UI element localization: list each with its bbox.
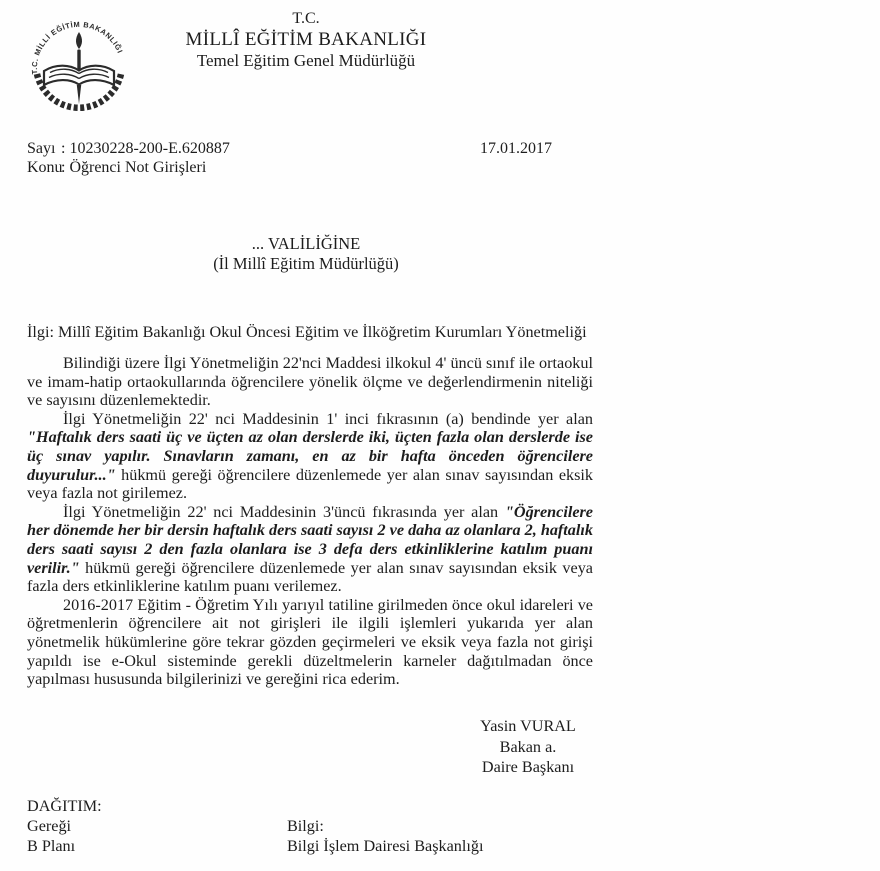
distribution-bilgi-item: Bilgi İşlem Dairesi Başkanlığı	[287, 837, 484, 855]
signature-role: Daire Başkanı	[481, 758, 575, 776]
addressee-block	[0, 234, 612, 274]
letter-body	[27, 354, 593, 689]
distribution-spacer	[287, 796, 483, 816]
body-paragraph-3	[27, 503, 593, 596]
logo-circle-text: T.C. MİLLİ EĞİTİM BAKANLIĞI	[29, 19, 125, 75]
sayi-label: Sayı	[27, 140, 56, 157]
paragraph-text: hükmü gereği öğrencilere düzenlemede yer alan sınav sayısından eksik veya fazla ders etkinliklerine katılım puanı verilemez.	[27, 558, 593, 596]
body-paragraph-1	[27, 354, 593, 410]
distribution-bilgi-label: Bilgi:	[287, 817, 324, 835]
sayi-row	[27, 140, 230, 159]
letterhead	[0, 8, 612, 71]
addressee-title: ... VALİLİĞİNE	[251, 234, 361, 253]
paragraph-text: Bilindiği üzere İlgi Yönetmeliğin 22'nci Maddesi ilkokul 4' üncü sınıf ile ortaokul ve imam-hatip ortaokullarında öğrencilere yönelik ölçme ve değerlendirmenin niteliği ve sayısını düzenlemektedir.	[27, 354, 593, 410]
paragraph-text: 2016-2017 Eğitim - Öğretim Yılı yarıyıl tatiline girilmeden önce okul idareleri ve öğretmenlerin öğrencilere ait not girişleri ile ilgili işlemleri yukarıda yer alan yönetmelik hükümlerine göre tekrar gözden geçirmeleri ve eksik veya fazla not girişi yapıldı ise e-Okul sisteminde gerekli düzeltmelerin karneler dağıtılmadan önce yapılması hususunda bilgilerinizi ve gereğini rica ederim.	[27, 595, 593, 689]
signature-block	[443, 716, 613, 778]
distribution-heading: DAĞITIM:	[27, 797, 102, 815]
signature-title: Bakan a.	[499, 737, 557, 756]
paragraph-text: İlgi Yönetmeliğin 22' nci Maddesinin 1' inci fıkrasının (a) bendinde yer alan	[63, 409, 593, 428]
distribution-block	[27, 796, 483, 856]
distribution-grid	[27, 796, 483, 856]
torch-handle-icon	[77, 85, 81, 104]
regulation-quote: "Öğrencilere her dönemde her bir dersin haftalık ders saati sayısı 2 ve daha az olanlara 2, haftalık ders saati sayısı 2 den fazla olanlara ise 3 defa ders etkinliklerine katılım puanı verilir."	[27, 502, 593, 577]
signature-name: Yasin VURAL	[480, 717, 576, 735]
konu-label: Konu	[27, 158, 63, 176]
distribution-geregi-label: Gereği	[27, 817, 72, 835]
document-meta	[27, 140, 230, 177]
konu-value: : Öğrenci Not Girişleri	[61, 158, 207, 176]
body-paragraph-4	[27, 596, 593, 689]
body-paragraph-2	[27, 410, 593, 503]
addressee-subtitle: (İl Millî Eğitim Müdürlüğü)	[213, 254, 399, 273]
letterhead-department: Temel Eğitim Genel Müdürlüğü	[196, 51, 416, 70]
regulation-quote: "Haftalık ders saati üç ve üçten az olan derslerde iki, üçten fazla olan derslerde ise üç sınav yapılır. Sınavların zamanı, en az bir hafta önceden öğrencilere duyurulur..."	[27, 428, 593, 484]
reference-line: İlgi: Millî Eğitim Bakanlığı Okul Öncesi Eğitim ve İlköğretim Kurumları Yönetmeliği	[27, 323, 587, 341]
paragraph-text: İlgi Yönetmeliğin 22' nci Maddesinin 3'üncü fıkrasında yer alan	[63, 502, 505, 521]
document-date: 17.01.2017	[480, 140, 552, 157]
konu-row	[27, 159, 230, 178]
letterhead-ministry: MİLLÎ EĞİTİM BAKANLIĞI	[185, 29, 427, 50]
sayi-value: : 10230228-200-E.620887	[61, 140, 230, 157]
paragraph-text: hükmü gereği öğrencilere düzenlemede yer alan sınav sayısından eksik veya fazla not girilemez.	[27, 465, 593, 503]
distribution-geregi-item: B Planı	[27, 837, 76, 855]
letterhead-tc: T.C.	[292, 10, 320, 27]
